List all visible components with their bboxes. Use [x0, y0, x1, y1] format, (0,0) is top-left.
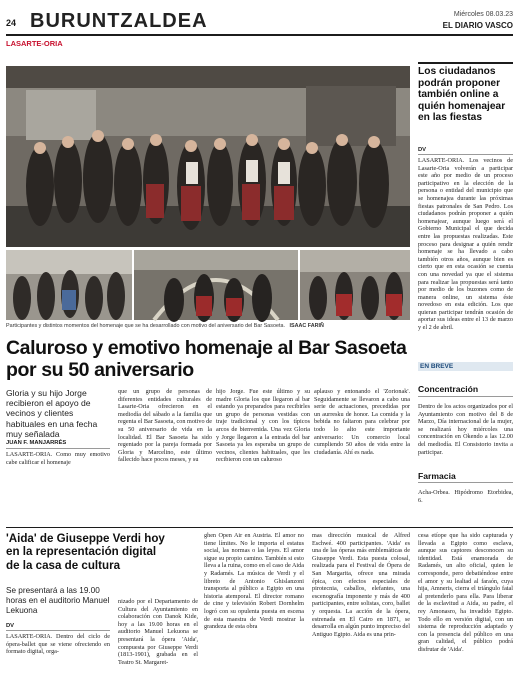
- main-headline: Caluroso y emotivo homenaje al Bar Sasoeta por su 50 aniversario: [6, 337, 407, 381]
- group-photo: [6, 66, 410, 247]
- aida-tag: DV: [6, 623, 15, 629]
- side-top-rule: [418, 62, 513, 64]
- brief-1-text: Dentro de los actos organizados por el Ayuntamiento con motivo del 8 de Marzo, Día internacional de la mujer, se realizará hoy miércoles una concentración en Okendo a las 12.00 del mediodía. El Consistorio invita a participar.: [418, 403, 513, 456]
- aida-col-4: mas dirección musical de Alfred Eschwé. 400 participantes. 'Aida' es una de las óperas más emblemáticas de Giuseppe Verdi. Esta puesta colosal, realizada para el Festival de Ópera de San Margarita, ofrece una mirada épica, con efectos especiales de pirotecnia, caballos, elefantes, una escenografía imponente y más de 400 participantes, entre solistas, coro, ballet y orquesta. La acción de la ópera, estrenada en El Cairo en 1871, se desarrolla en algún punto impreciso del Antiguo Egipto. Aida es una prin-: [312, 532, 410, 638]
- aida-col-2: nizado por el Departamento de Cultura del Ayuntamiento en colaboración con Danok Kide, hoy a las 19.00 horas en el auditorio Manuel Lekuona se presentará la ópera 'Aida', compuesta por Giuseppe Verdi (1813-1901), grabada en el Teatro St. Margaret-: [118, 598, 198, 666]
- brief-2-text: Acha-Orbea. Hipódromo Etorbidea, 6.: [418, 489, 513, 504]
- main-subhead: Gloria y su hijo Jorge recibieron el apoyo de vecinos y clientes habituales en una fecha muy señalada: [6, 388, 98, 439]
- main-col-4: aplauso y entonando el 'Zorionak'. Seguidamente se llevaron a cabo una serie de actuaciones, precedidas por un aurresku de honor. La comida y la bebida no faltaron para celebrar por todo lo alto este importante aniversario: Un comercio local cumpliendo 50 años de vida entre la ciudadanía. Ahí es nada.: [314, 388, 410, 456]
- photo-crowd-left: [6, 250, 132, 320]
- page-number: 24: [6, 18, 17, 28]
- side-tag-rule: [418, 154, 513, 155]
- byline-rule: [6, 448, 110, 449]
- main-byline: JUAN F. MANJARRÉS: [6, 440, 67, 446]
- aida-col-1: LASARTE-ORIA. Dentro del ciclo de ópera-ballet que se viene ofreciendo en formato digital, orga-: [6, 633, 110, 656]
- aida-top-rule: [6, 527, 513, 528]
- photo-arch-center: [134, 250, 298, 320]
- aida-col-5: cesa etíope que ha sido capturada y llevada a Egipto como esclava, aunque sus captores desconocen su identidad. Está enamorada de Radamés, un alto oficial, quien le corresponde, pero debatiéndose entre el amor y su lealtad al faraón, cuya hija, Amneris, cierra el triángulo fatal al pretenderlo para ella. Para liberar de la esclavitud a Aida, su padre, el rey Amonasro, ha invadido Egipto. Todo ello en versión digital, con un sistema de reproducción adaptado y con la presencia del público en una gran calidad, el público podrá disfrutar de 'Aida'.: [418, 532, 513, 653]
- photo-caption: [6, 323, 410, 329]
- photo-dance-right: [300, 250, 410, 320]
- main-col-3: hijo Jorge. Fue este último y su madre Gloria los que llegaron al bar estando ya preparados para recibirles un grupo de personas vestidas con traje tradicional y con los típicos arcos de bienvenida. Una vez Gloria y Jorge llegaron a la entrada del bar Sasoeta ya les esperaba un grupo de vecinos, clientes habituales, que les recibieron con un caluroso: [216, 388, 310, 464]
- issue-date: Miércoles 08.03.23: [453, 11, 513, 18]
- aida-col-3: ghen Open Air en Austria. El amor no tiene límites. No le importa el estatus social, las normas o las leyes. El amor sigue su propio camino. También si esto lleva a la ruina, como en el caso de Aida y Radamés. La música de Verdi y el libreto de Antonio Ghislanzoni transporta al público a Egipto en una historia atemporal. El director romano de cine y televisión Robert Dornhelm logró con su opulenta puesta en escena de esta maestra de Verdi mostrar la grandeza de esta obra: [204, 532, 304, 631]
- aida-headline: 'Aida' de Giuseppe Verdi hoy en la representación digital de la casa de cultura: [6, 532, 165, 572]
- side-tag: DV: [418, 147, 427, 153]
- side-text: LASARTE-ORIA. Los vecinos de Lasarte-Oria volverán a participar este año por medio de un proceso participativo en la elección de la persona o entidad del municipio que se homenajea durante las próximas fiestas patronales de San Pedro. Los ciudadanos podrán proponer a quién homenajear, aunque luego será el Gobierno Municipal el que decida entre las propuestas realizadas. Este proceso para designar a quién rendir homenaje se ha llevado a cabo también otros años, aunque bien es cierto que en esta ocasión se cuenta con una novedad ya que el sistema para realizar las propuestas será tanto por medio de los buzones como de manera online, un sistema éste novedoso en esta edición. Los que quieran participar tendrán ocasión de aportar sus ideas entre el 13 de marzo y el 2 de abril.: [418, 157, 513, 332]
- brief-1-rule: [418, 396, 513, 397]
- side-headline: Los ciudadanos podrán proponer también online a quién homenajear en las fiestas: [418, 66, 506, 124]
- aida-tag-rule: [6, 630, 110, 631]
- en-breve-label: EN BREVE: [420, 363, 454, 370]
- newspaper-name: EL DIARIO VASCO: [442, 21, 513, 30]
- brief-2-title: Farmacia: [418, 471, 456, 481]
- section-title: BURUNTZALDEA: [30, 10, 208, 32]
- header-rule: [6, 34, 513, 36]
- photo-credit: ISAAC FARIÑ: [289, 323, 324, 329]
- main-col-1: LASARTE-ORIA. Como muy emotivo cabe calificar el homenaje: [6, 451, 110, 466]
- caption-text: Participantes y distintos momentos del homenaje que se ha desarrollado con motivo del aniversario del Bar Sasoeta.: [6, 323, 285, 329]
- main-col-2: que un grupo de personas de diferentes entidades culturales de Lasarte-Oria ofrecieron en el mediodía del sábado a la familia que regenta el Bar Sasoeta, con motivo de su 50 aniversario de vida en la localidad. El Bar Sasoeta ha sido regentado por la pareja formada por Gloria y Marcelino, este último fallecido hace pocos meses, y su: [118, 388, 212, 464]
- brief-1-title: Concentración: [418, 384, 479, 394]
- brief-2-rule: [418, 482, 513, 483]
- locality-label: LASARTE-ORIA: [6, 39, 63, 48]
- aida-subhead: Se presentará a las 19.00 horas en el auditorio Manuel Lekuona: [6, 586, 110, 615]
